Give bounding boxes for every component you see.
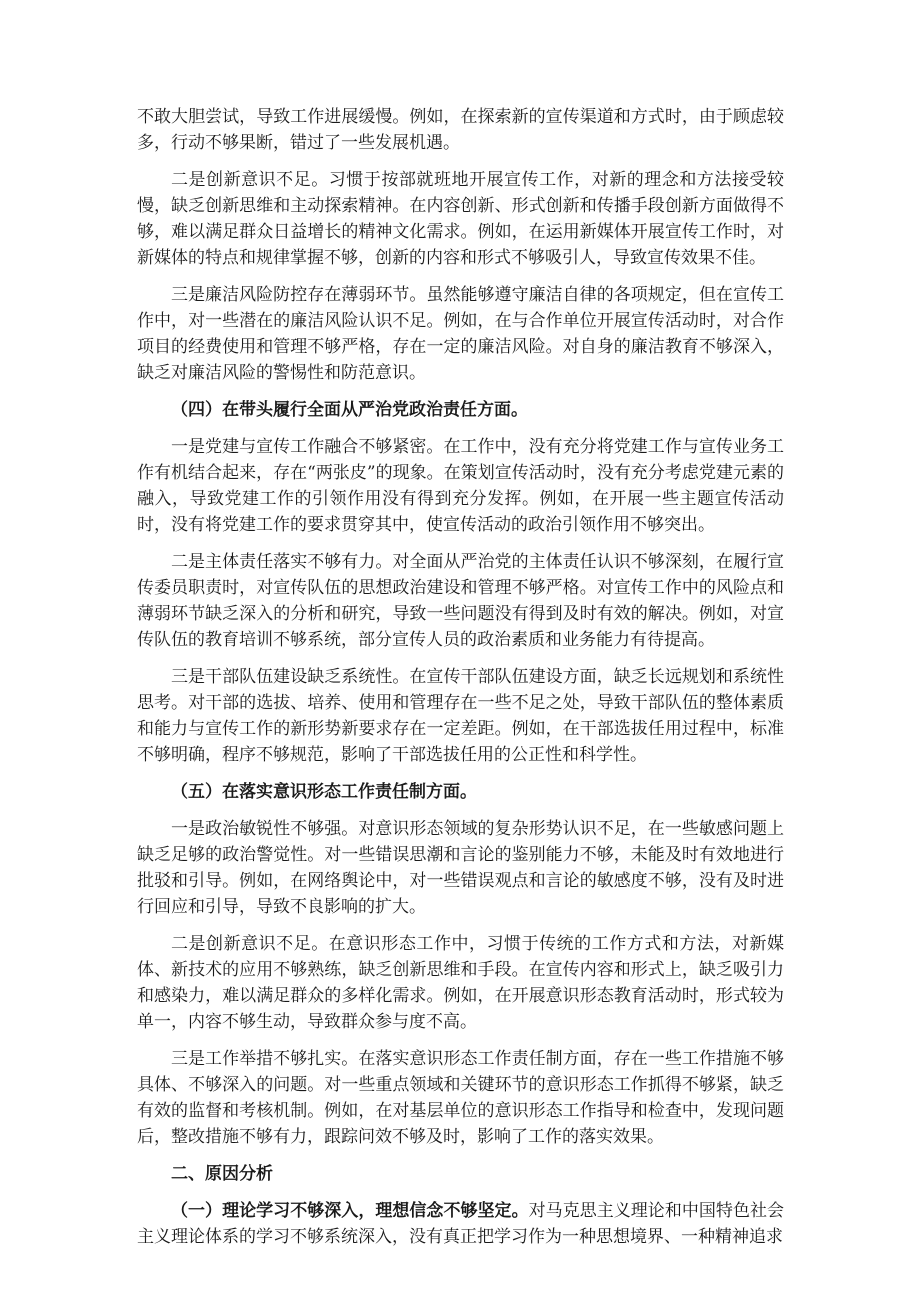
paragraph-innovation-awareness: 二是创新意识不足。习惯于按部就班地开展宣传工作，对新的理念和方法接受较慢，缺乏创新思维和主动探索精神。在内容创新、形式创新和传播手段创新方面做得不够，难以满足群众日益增长的精神文化需求。例如，在运用新媒体开展宣传工作时，对新媒体的特点和规律掌握不够，创新的内容和形式不够吸引人，导致宣传效果不佳。 [137, 170, 784, 268]
paragraph-ideology-innovation: 二是创新意识不足。在意识形态工作中，习惯于传统的工作方式和方法，对新媒体、新技术的应用不够熟练，缺乏创新思维和手段。在宣传内容和形式上，缺乏吸引力和感染力，难以满足群众的多样化需求。例如，在开展意识形态教育活动时，形式较为单一，内容不够生动，导致群众参与度不高。 [137, 934, 784, 1032]
paragraph-main-responsibility: 二是主体责任落实不够有力。对全面从严治党的主体责任认识不够深刻，在履行宣传委员职责时，对宣传队伍的思想政治建设和管理不够严格。对宣传工作中的风险点和薄弱环节缺乏深入的分析和研究，导致一些问题没有得到及时有效的解决。例如，对宣传队伍的教育培训不够系统，部分宣传人员的政治素质和业务能力有待提高。 [137, 552, 784, 650]
paragraph-cadre-team: 三是干部队伍建设缺乏系统性。在宣传干部队伍建设方面，缺乏长远规划和系统性思考。对干部的选拔、培养、使用和管理存在一些不足之处，导致干部队伍的整体素质和能力与宣传工作的新形势新要求存在一定差距。例如，在干部选拔任用过程中，标准不够明确，程序不够规范，影响了干部选拔任用的公正性和科学性。 [137, 667, 784, 765]
paragraph-body: 对马克思主义理论和中国特色社会主义理论体系的学习不够系统深入，没有真正把学习作为一种思想境界、一种精神追求 [137, 1201, 785, 1247]
paragraph-party-building: 一是党建与宣传工作融合不够紧密。在工作中，没有充分将党建工作与宣传业务工作有机结合起来，存在“两张皮”的现象。在策划宣传活动时，没有充分考虑党建元素的融入，导致党建工作的引领作用没有得到充分发挥。例如，在开展一些主题宣传活动时，没有将党建工作的要求贯穿其中，使宣传活动的政治引领作用不够突出。 [137, 437, 784, 535]
paragraph-lead-bold: （一）理论学习不够深入，理想信念不够坚定。 [171, 1201, 529, 1221]
section-heading-4: （四）在带头履行全面从严治党政治责任方面。 [171, 400, 528, 420]
paragraph-theory-study [137, 1198, 784, 1250]
document-page [137, 104, 784, 1261]
paragraph-integrity-risk: 三是廉洁风险防控存在薄弱环节。虽然能够遵守廉洁自律的各项规定，但在宣传工作中，对一些潜在的廉洁风险认识不足。例如，在与合作单位开展宣传活动时，对合作项目的经费使用和管理不够严格，存在一定的廉洁风险。对自身的廉洁教育不够深入，缺乏对廉洁风险的警惕性和防范意识。 [137, 285, 784, 383]
chapter-heading-cause-analysis: 二、原因分析 [171, 1164, 273, 1184]
section-heading-5: （五）在落实意识形态工作责任制方面。 [171, 782, 477, 802]
paragraph-political-sensitivity: 一是政治敏锐性不够强。对意识形态领域的复杂形势认识不足，在一些敏感问题上缺乏足够的政治警觉性。对一些错误思潮和言论的鉴别能力不够，未能及时有效地进行批驳和引导。例如，在网络舆论中，对一些错误观点和言论的敏感度不够，没有及时进行回应和引导，导致不良影响的扩大。 [137, 819, 784, 917]
paragraph-continued: 不敢大胆尝试，导致工作进展缓慢。例如，在探索新的宣传渠道和方式时，由于顾虑较多，行动不够果断，错过了一些发展机遇。 [137, 107, 784, 153]
paragraph-work-measures: 三是工作举措不够扎实。在落实意识形态工作责任制方面，存在一些工作措施不够具体、不够深入的问题。对一些重点领域和关键环节的意识形态工作抓得不够紧，缺乏有效的监督和考核机制。例如，在对基层单位的意识形态工作指导和检查中，发现问题后，整改措施不够有力，跟踪问效不够及时，影响了工作的落实效果。 [137, 1049, 784, 1147]
